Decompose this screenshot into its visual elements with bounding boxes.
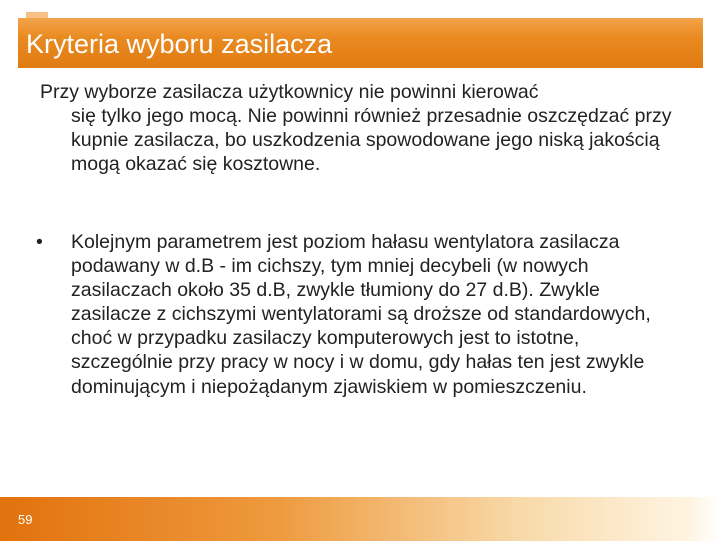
footer-fade: [690, 497, 720, 541]
slide-title: Kryteria wyboru zasilacza: [26, 29, 333, 59]
title-accent: [26, 12, 48, 18]
paragraph1-first-line: Przy wyborze zasilacza użytkownicy nie powinni kierować: [40, 81, 539, 103]
page-number: 59: [18, 512, 33, 527]
bullet-noise-level: [36, 230, 676, 399]
bullet-noise-text: Kolejnym parametrem jest poziom hałasu wentylatora zasilacza podawany w d.B - im cichszy, tym mniej decybeli (w nowych zasilaczach około 35 d.B, zwykle tłumiony do 27 d.B). Zwykle zasilacze z cichszymi wentylatorami są droższe od standardowych, choć w przypadku zasilaczy komputerowych jest to istotne, szczególnie przy pracy w nocy i w domu, gdy hałas ten jest zwykle dominującym i niepożądanym zjawiskiem w pomieszczeniu.: [71, 231, 651, 398]
footer-bar: [0, 497, 690, 541]
paragraph1-continuation: się tylko jego mocą. Nie powinni również przesadnie oszczędzać przy kupnie zasilacza, bo uszkodzenia spowodowane jego niską jakością mogą okazać się kosztowne.: [71, 105, 672, 176]
paragraph-power-choice: [40, 80, 680, 176]
bullet-marker: •: [36, 231, 43, 253]
